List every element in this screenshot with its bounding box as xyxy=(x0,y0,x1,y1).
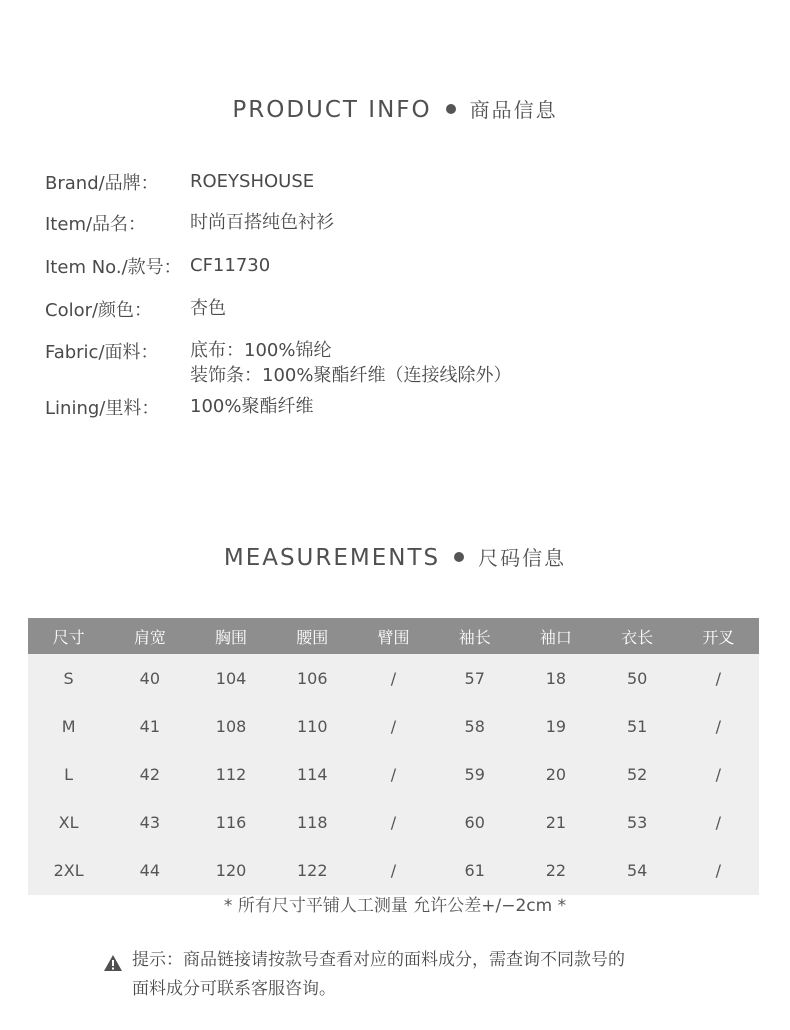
table-cell: 52 xyxy=(626,764,648,784)
table-cell: / xyxy=(390,861,397,881)
info-row-item xyxy=(45,210,334,236)
header-cell: 臂围 xyxy=(353,618,434,654)
warning-icon xyxy=(104,952,122,981)
table-cell: / xyxy=(390,668,397,688)
table-row xyxy=(28,799,759,847)
info-value: CF11730 xyxy=(190,255,271,276)
table-row xyxy=(28,702,759,750)
info-value: 100%聚酯纤维 xyxy=(190,396,314,417)
size-table xyxy=(28,618,759,895)
info-row-item-no xyxy=(45,253,270,279)
measurements-title-en: MEASUREMENTS xyxy=(223,545,441,571)
table-cell: 57 xyxy=(464,668,485,688)
product-info-title-en: PRODUCT INFO xyxy=(232,97,432,123)
table-cell: 2XL xyxy=(53,861,84,881)
info-row-fabric xyxy=(45,338,511,388)
table-cell: / xyxy=(390,813,397,833)
bullet-dot xyxy=(446,104,456,114)
table-cell: 106 xyxy=(296,668,328,688)
table-cell: 61 xyxy=(464,861,485,881)
table-cell: / xyxy=(715,716,722,736)
table-cell: 42 xyxy=(139,764,160,784)
table-cell: S xyxy=(63,668,74,688)
table-row xyxy=(28,847,759,895)
info-value-2: 装饰条：100%聚酯纤维（连接线除外） xyxy=(190,365,512,386)
info-key: Lining/里料： xyxy=(45,398,160,419)
table-cell: 108 xyxy=(215,716,247,736)
table-cell: 22 xyxy=(545,861,567,881)
table-cell: 59 xyxy=(464,764,485,784)
table-cell: 20 xyxy=(545,764,567,784)
table-cell: 21 xyxy=(545,813,567,833)
info-key: Color/颜色： xyxy=(45,300,153,321)
measurement-note: * 所有尺寸平铺人工测量 允许公差+/−2cm * xyxy=(223,896,567,916)
tip-line-1: 提示：商品链接请按款号查看对应的面料成分，需查询不同款号的 xyxy=(132,950,625,970)
table-cell: / xyxy=(715,861,722,881)
table-cell: / xyxy=(715,764,722,784)
table-cell: 60 xyxy=(464,813,485,833)
info-value: ROEYSHOUSE xyxy=(190,171,315,192)
table-cell: / xyxy=(715,813,722,833)
measurements-title xyxy=(0,542,790,571)
table-cell: 18 xyxy=(545,668,567,688)
tip-line-2: 面料成分可联系客服咨询。 xyxy=(132,979,336,999)
info-key: Brand/品牌： xyxy=(45,173,159,194)
size-table-header xyxy=(28,618,759,654)
info-key: Item/品名： xyxy=(45,214,147,235)
info-row-lining xyxy=(45,394,313,420)
table-cell: M xyxy=(61,716,76,736)
table-cell: 41 xyxy=(139,716,160,736)
table-cell: 114 xyxy=(296,764,328,784)
table-cell: 51 xyxy=(626,716,648,736)
tip-text xyxy=(132,946,704,1004)
tip-block xyxy=(104,946,704,1004)
header-cell: 肩宽 xyxy=(109,618,190,654)
table-cell: 120 xyxy=(215,861,247,881)
measurements-title-cn: 尺码信息 xyxy=(478,546,567,570)
table-cell: 104 xyxy=(215,668,247,688)
table-cell: 53 xyxy=(626,813,648,833)
product-info-title xyxy=(0,94,790,123)
info-key: Fabric/面料： xyxy=(45,342,159,363)
header-cell: 袖长 xyxy=(434,618,515,654)
table-row xyxy=(28,750,759,798)
header-cell: 衣长 xyxy=(597,618,678,654)
table-cell: / xyxy=(390,764,397,784)
table-cell: 122 xyxy=(296,861,328,881)
bullet-dot xyxy=(454,552,464,562)
info-value: 杏色 xyxy=(190,298,226,319)
table-cell: / xyxy=(390,716,397,736)
table-cell: 116 xyxy=(215,813,247,833)
table-cell: 50 xyxy=(626,668,648,688)
table-cell: 44 xyxy=(139,861,160,881)
header-cell: 腰围 xyxy=(272,618,353,654)
table-cell: 19 xyxy=(545,716,567,736)
product-info-title-cn: 商品信息 xyxy=(469,98,558,122)
info-key: Item No./款号： xyxy=(45,257,182,278)
table-cell: L xyxy=(64,764,74,784)
info-row-brand xyxy=(45,169,314,195)
info-value: 底布：100%锦纶 xyxy=(190,340,332,361)
table-cell: 40 xyxy=(139,668,160,688)
table-cell: / xyxy=(715,668,722,688)
header-cell: 尺寸 xyxy=(28,618,109,654)
info-row-color xyxy=(45,296,226,322)
table-cell: 112 xyxy=(215,764,247,784)
info-value: 时尚百搭纯色衬衫 xyxy=(190,212,334,233)
table-cell: 118 xyxy=(296,813,328,833)
table-cell: 54 xyxy=(626,861,648,881)
header-cell: 开叉 xyxy=(678,618,759,654)
table-row xyxy=(28,654,759,702)
header-cell: 胸围 xyxy=(190,618,271,654)
header-cell: 袖口 xyxy=(515,618,596,654)
table-cell: 110 xyxy=(296,716,328,736)
table-cell: XL xyxy=(58,813,79,833)
table-cell: 43 xyxy=(139,813,160,833)
table-cell: 58 xyxy=(464,716,485,736)
